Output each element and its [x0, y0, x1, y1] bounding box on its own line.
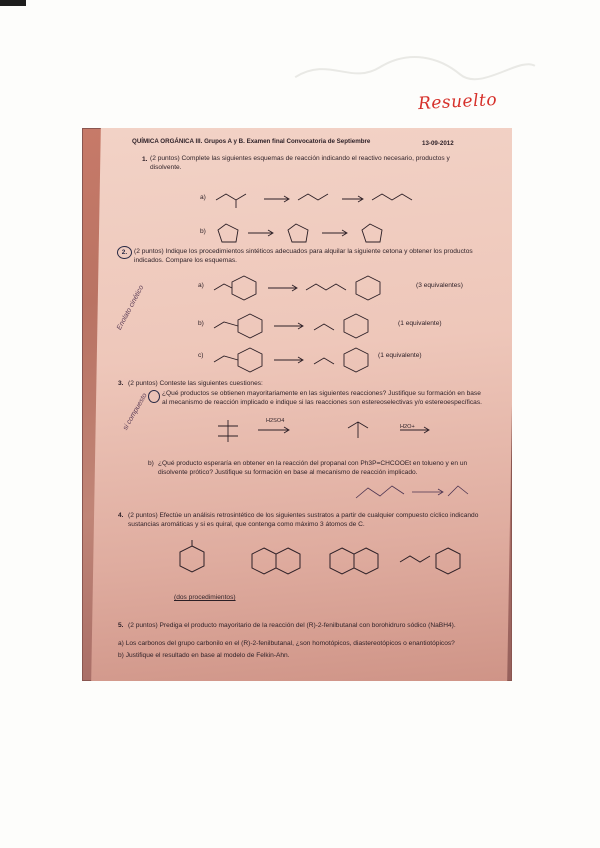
- q3-reagent-b: H2O+: [400, 424, 415, 430]
- q2-c-label: c): [198, 352, 204, 359]
- q4-structures: [164, 538, 464, 588]
- q2-intro: (2 puntos) Indique los procedimientos sintéticos adecuados para alquilar la siguiente cetona y obtener los productos indicados. Compare los esquemas.: [134, 248, 473, 264]
- q3-b-handwritten-sketch: [352, 478, 472, 506]
- q5-intro: (2 puntos) Prediga el producto mayoritario de la reacción del (R)-2-fenilbutanal con borohidruro sódico (NaBH4).: [128, 622, 456, 629]
- q1-a-scheme: [212, 186, 422, 212]
- bleed-through-marks: [289, 44, 540, 98]
- q2-b-label: b): [198, 320, 204, 327]
- exam-photo: [82, 128, 512, 681]
- exam-date: 13-09-2012: [422, 140, 454, 147]
- q2-margin-note: Enolato cinético: [116, 284, 146, 332]
- q2-a-label: a): [198, 282, 204, 289]
- q4-note: (dos procedimientos): [174, 594, 236, 601]
- q1-b-label: b): [200, 228, 206, 235]
- q5-a: a) Los carbonos del grupo carbonilo en el (R)-2-fenilbutanal, ¿son homotópicos, diastereotópicos o enantiotópicos?: [118, 640, 455, 647]
- q2-b-scheme: [210, 306, 410, 342]
- q5-number: 5.: [118, 622, 124, 629]
- q2-b-tag: (1 equivalente): [398, 320, 442, 327]
- q2-c-tag: (1 equivalente): [378, 352, 422, 359]
- q3-b-text: ¿Qué producto esperaría en obtener en la reacción del propanal con Ph3P=CHCOOEt en tolueno y en un disolvente prótico? Justifique su formación en base al mecanismo de reacción implicado.: [158, 460, 468, 476]
- q4-intro: (2 puntos) Efectúe un análisis retrosintético de los siguientes sustratos a partir de cualquier compuesto cíclico indicando sustancias aromáticas y si es quiral, que contenga como máximo 3 átomos de C.: [128, 512, 479, 528]
- q3-margin-note: si compuesto: [122, 392, 149, 432]
- q2-a-tag: (3 equivalentes): [416, 282, 463, 289]
- q3-intro: (2 puntos) Conteste las siguientes cuestiones:: [128, 380, 263, 387]
- corner-scan-mark: [0, 0, 26, 6]
- q1-intro: (2 puntos) Complete las siguientes esquemas de reacción indicando el reactivo necesario, productos y disolvente.: [150, 155, 450, 171]
- q1-number: 1.: [142, 156, 148, 163]
- q3-b-label: b): [148, 460, 154, 467]
- q3-reagent-a: H2SO4: [266, 418, 285, 424]
- q3-a-circle: [148, 390, 160, 403]
- exam-header: QUÍMICA ORGÁNICA III. Grupos A y B. Examen final Convocatoria de Septiembre: [132, 138, 371, 145]
- q3-number: 3.: [118, 380, 124, 387]
- q2-circled-number: 2.: [117, 246, 132, 259]
- resuelto-stamp: Resuelto: [417, 89, 498, 115]
- q2-a-scheme: [210, 270, 440, 304]
- q3-a-text: ¿Qué productos se obtienen mayoritariamente en las siguientes reacciones? Justifique su formación en base al mecanismo de reacción implicado e indique si las reacciones son estereoselectivas y/o estereoespecíficas.: [162, 390, 482, 406]
- q1-b-scheme: [214, 218, 404, 248]
- q1-a-label: a): [200, 194, 206, 201]
- q5-b: b) Justifique el resultado en base al modelo de Felkin-Ahn.: [118, 652, 290, 659]
- q4-number: 4.: [118, 512, 124, 519]
